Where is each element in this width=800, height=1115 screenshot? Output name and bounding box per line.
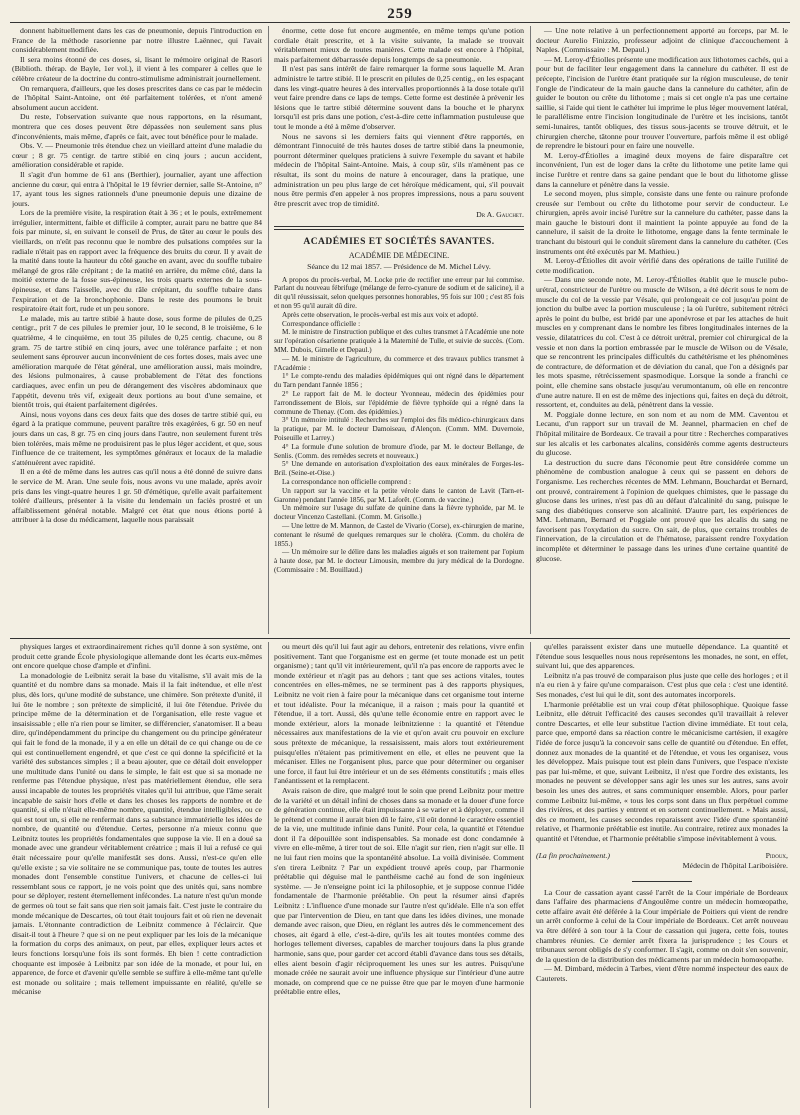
- academy-report: [274, 276, 524, 575]
- paragraph: donnent habituellement dans les cas de pneumonie, depuis l'introduction en France de la méthode rasorienne par notre illustre Laënnec, qui l'avait considérablement modifiée.: [12, 26, 262, 55]
- news-separator: [632, 881, 692, 882]
- paragraph: — M. Dimbard, médecin à Tarbes, vient d'être nommé inspecteur des eaux de Cauterets.: [536, 964, 788, 983]
- paragraph: M. Leroy-d'Étiolles a imaginé deux moyens de faire disparaître cet inconvénient, l'un est de loger dans la crête du lithotome une petite lame qui incise l'urètre et rentre dans sa gaine pendant que le bout du lithotome glisse dans la cannelure et pénètre dans la vessie.: [536, 150, 788, 189]
- upper-column-3-body: [536, 26, 788, 563]
- paragraph: La correspondance non officielle comprend :: [282, 477, 411, 486]
- lower-column-2-body: [274, 642, 524, 997]
- column-divider: [530, 26, 531, 634]
- paragraph: Le malade, mis au tartre stibié à haute dose, sous forme de pilules de 0,25 centigr., prit 7 de ces pilules le premier jour, 10 le second, 8 le troisième, 6 le quatrième, 4 le cinquième, en tout 35 pilules de 0,25 centig. chacune, ou 8 gram. 75 de tartre stibié en cinq jours, avec une tolérance parfaite ; et non seulement sans éprouver aucun inconvénient de ces fortes doses, mais avec une amélioration marquée de l'état général, une amélioration aussi, mais moindre, des lésions pulmonaires, à cause probablement de l'état des fonctions cardiaques, avec enfin un peu de dérangement des viscères abdominaux que l'appétit, devenu très vif, exigeait deux portions au bout d'une semaine, et bientôt trois, qui étaient parfaitement digérées.: [12, 313, 262, 410]
- section-double-rule: [274, 226, 524, 230]
- paragraph: Avais raison de dire, que malgré tout le soin que prend Leibnitz pour mettre de la variété et un détail infini de choses dans sa monade et la douer d'une force de génération continue, elle était impuissante à se varier et à déployer, comme il le prétend et comme il aurait bien dû le faire, s'il eût donné le caractère essentiel de la vie, une multitude infinie dans l'unité. Pour cela, la quantité et l'étendue dont il l'a dépouillée sont indispensables. Sa monade est donc condamnée à vivre en elle-même, à tirer tout de soi. Elle n'agit sur rien, rien n'agit sur elle. Il ne lui faut rien moins que la spontanéité absolue. La voilà divinisée. Comment s'en tirera Leibnitz ? Par un expédient trouvé après coup, par l'harmonie préétablie qui déguise mal le panthéisme caché au fond de son ingénieux système. — Je n'enseigne point ici la philosophie, et je suppose connue l'idée fondamentale de l'harmonie préétablie. On peut la résumer ainsi d'après Leibnitz : L'influence d'une monade sur l'autre n'est qu'idéale. Elle n'a son effet que par l'intervention de Dieu, en tant que dans les idées divines, une monade demande avec raison, que Dieu, en réglant les autres dès le commencement des choses, ait égard à elle, c'est-à-dire, qu'ils les ait toutes montées comme des horloges tellement diverses, capables de marcher toujours dans la plus grande harmonie, sans que, pour garder cet accord établi d'avance dans tous ses détails, elles aient besoin d'agir réciproquement les unes sur les autres. Puisqu'une monade créée ne saurait avoir une influence physique sur l'intérieur d'une autre monade, on comprend que ce ne puisse être que par le moyen d'une harmonie préétablie entre elles,: [274, 785, 524, 997]
- column-divider: [268, 642, 269, 1108]
- paragraph: Ainsi, nous voyons dans ces deux faits que des doses de tartre stibié qui, eu égard à la pratique commune, peuvent paraître très exagérées, 6 gr. 50 en neuf jours dans un cas, 8 gr. 75 en cinq jours dans l'autre, non seulement furent très bien tolérées, mais même ne produisirent pas le plus léger accident, et que, sous l'influence de ce traitement, les symptômes généraux et locaux de la maladie s'atténuèrent avec rapidité.: [12, 409, 262, 467]
- paragraph: — Une lettre de M. Mannon, de Castel de Vivario (Corse), ex-chirurgien de marine, contenant le résumé de quelques remarques sur le choléra. (Comm. du choléra de 1855.): [274, 521, 524, 548]
- lower-column-3-body: [536, 642, 788, 843]
- paragraph: On remarquera, d'ailleurs, que les doses prescrites dans ce cas par le médecin de l'hôpital Saint-Antoine, ont été parfaitement tolérées, et n'ont amené absolument aucun accident.: [12, 83, 262, 112]
- upper-column-1-body: [12, 26, 262, 525]
- paragraph: énorme, cette dose fut encore augmentée, en même temps qu'une potion cordiale était prescrite, et à la visite suivante, la malade se trouvait véritablement mieux de toutes manières. Cette malade est encore à l'hôpital, mais parfaitement débarrassée depuis longtemps de sa pneumonie.: [274, 26, 524, 64]
- upper-column-3: [536, 26, 788, 634]
- paragraph: physiques larges et extraordinairement riches qu'il donne à son système, ont produit cette grande École physiologique allemande dont les écarts eux-mêmes ont encore quelque chose d'ample et d'infini.: [12, 642, 262, 671]
- upper-column-2: [274, 26, 524, 634]
- lower-column-3: [536, 642, 788, 1108]
- lower-column-1: [12, 642, 262, 1108]
- paragraph: M. le ministre de l'instruction publique et des cultes transmet à l'Académie une note sur l'opération césarienne pratiquée à la Maternité de Tulle, et suivie de succès. (Com. MM. Dubois, Gimelle et Depaul.): [274, 328, 524, 355]
- to-be-continued-note: (La fin prochainement.): [536, 851, 610, 861]
- paragraph: Obs. V. — Pneumonie très étendue chez un vieillard atteint d'une maladie du cœur ; 8 gr. 75 centigr. de tartre stibié en cinq jours ; aucun accident, amélioration considérable et rapide.: [12, 141, 262, 170]
- paragraph: Il n'est pas sans intérêt de faire remarquer la forme sous laquelle M. Aran administre le tartre stibié. Il le prescrit en pilules de 0,25 centig., en les espaçant dans les vingt-quatre heures à des intervalles proportionnés à la dose totale qu'il veut faire prendre dans ce laps de temps. Cette forme est destinée à prévenir les lésions que le tartre stibié détermine souvent dans la bouche et le pharynx lorsqu'il est pris dans une potion, c'est-à-dire cette inflammation pustuleuse que tout le monde a été à même d'observer.: [274, 64, 524, 131]
- header-rule: [10, 22, 790, 23]
- paragraph: M. Leroy-d'Étiolles dit avoir vérifié dans des opérations de taille l'utilité de cette modification.: [536, 256, 788, 275]
- paragraph: La monadologie de Leibnitz serait la base du vitalisme, s'il avait mis de la quantité et du nombre dans sa monade. Mais il la fait inétendue, et elle n'est plus, dès lors, qu'une modité de substance, une chimère. Son prétexte d'unité, il lui ôte le nombre ; son prétexte de simplicité, il lui ôte l'étendue. Privée du principe même de la détermination et de l'organisation, elle reste vague et insaisissable ; elle n'a rien pour se limiter, se différencier, s'anatomiser. Il a beau dire, qu'indépendamment du principe du changement ou du principe générateur qui fait le fond de la monade, il y a en elle un détail de ce qui change ou de ce qui est continuellement engendré, et que c'est ce qui donne la spécificité et la variété des substances simples ; il a beau ajouter, que ce détail doit envelopper une multitude dans l'unité ou dans le simple, le fait est que si sa monade ne renferme pas l'étendue physique, n'est pas matériellement étendue, elle sera aussi incapable de toutes les propriétés vitales qu'il lui attribue, que l'âme serait incapable de saisir hors d'elle et dans les choses les rapports de nombre et de quantité, si elle n'était elle-même nombre, quantité, étendue intelligibles, ou ce qui est tout un, si elle ne renfermait dans sa substance immatérielle les idées de nombre, de quantité ou d'étendue. Certes, personne n'a mieux connu que Leibnitz toutes les propriétés fondamentales que suppose la vie. Il en a doué sa monade avec une grandeur véritablement créatrice ; mais il lui a refusé ce qui était nécessaire pour qu'elle manifestât ses dons. Aussi, n'est-ce qu'en elle qu'elle existe ; sa vie solitaire ne se communique pas, toute de toutes les autres monades dont l'ensemble constitue l'univers, et chacune de celles-ci lui ressemblant sous ce rapport, je ne vois point que des unités qui, sans nombre pour se déployer, restent éternellement infécondes. La nature n'est qu'un monde de germes où tout se fait sans que rien soit jamais fait. C'est juste le contraire du monde mécanique de Descartes, où tout était toujours fait et où rien ne devenait jamais. L'étonnante contradiction de Leibnitz commence à l'éclaircir. Que disait-il tout à l'heure ? que si on ne peut expliquer par les lois de la mécanique la formation du corps des animaux, on peut, par elles, expliquer leurs actes et leurs fonctions lorsqu'une fois ils sont formés. Eh bien ! cette contradiction choquante est imposée à Leibnitz par son idée de la monade, et pour lui, en apparence, de force et d'avenir qu'elle semble se suffire à elle-même tant qu'elle est monade ou solitaire ; mais tellement impuissante en réalité, qu'elle se mécanise: [12, 670, 262, 997]
- paragraph: Correspondance officielle :: [282, 319, 361, 328]
- paragraph: Il s'agit d'un homme de 61 ans (Berthier), journalier, ayant une affection ancienne du cœur, qui entra à l'hôpital le 19 février dernier, salle St-Antoine, n° 17, ayant tous les signes rationnels d'une pneumonie depuis une dizaine de jours.: [12, 169, 262, 208]
- paragraph: Leibnitz n'a pas trouvé de comparaison plus juste que celle des horloges ; et il n'a eu rien à y faire qu'une comparaison. C'est plus que cela : c'est une identité. Ses monades, c'est lui qui le dit, sont des automates incorporels.: [536, 670, 788, 699]
- feuilleton-signature-row: [536, 851, 788, 870]
- paragraph: L'harmonie préétablie est un vrai coup d'état philosophique. Quoique fasse Leibnitz, elle détruit l'efficacité des causes secondes qu'il travaillait à relever contre Descartes, et elle leur substitue l'action divine immédiate. Et tout cela, parce que, emporté dans sa réaction contre le mécanicisme cartésien, il exagère l'idée de force jusqu'à la concevoir sans celle de quantité ou d'étendue. En effet, donnez aux monades de la quantité et de l'étendue, et vous les organisez, vous les développez. Mais puisque tout est plein dans l'univers, que l'espace n'existe pas par lui-même, et que, suivant Leibnitz, il n'est que l'ordre des existants, les monades ne peuvent se développer sans agir les unes sur les autres, sans avoir besoin les unes des autres, et sans communiquer ensemble. Alors, pour parler comme Leibnitz lui-même, « tous les corps sont dans un flux perpétuel comme des rivières, et des parties y entrent et en sortent continuellement. » Mais aussi, dès ce moment, les causes secondes reparaissent avec l'idée d'une spontanéité relative, et l'harmonie préétablie est inutile. Au contraire, retirez aux monades la quantité et l'étendue, et l'harmonie préétablie s'impose inévitablement à vous.: [536, 699, 788, 843]
- lower-column-2: [274, 642, 524, 1108]
- paragraph: Un mémoire sur l'usage du sulfate de quinine dans la fièvre typhoïde, par M. le docteur Vincenzo Castellani. (Comm. M. Grisolle.): [274, 504, 524, 522]
- paragraph: La Cour de cassation ayant cassé l'arrêt de la Cour impériale de Bordeaux dans l'affaire des pharmaciens d'Angoulême contre un médecin homœopathe, cette affaire avait été déférée à la Cour impériale de Poitiers qui vient de rendre un arrêt conforme à celui de la Cour impériale de Bordeaux. Cet arrêt nouveau va être déféré à son tour à la Cour de cassation qui jugera, cette fois, toutes chambres réunies. Ce dernier arrêt fixera la jurisprudence ; les Cours et tribunaux seront obligés de s'y conformer. Il s'agit, comme on doit s'en souvenir, de la question de la distribution des médicaments par un médecin homœopathe.: [536, 887, 788, 964]
- upper-column-1: [12, 26, 262, 634]
- paragraph: 4° La formule d'une solution de bromure d'iode, par M. le docteur Bellange, de Senlis. (Comm. des remèdes secrets et nouveaux.): [274, 442, 524, 460]
- paragraph: qu'elles paraissent exister dans une mutuelle dépendance. La quantité et l'étendue sous lesquelles nous nous représentons les monades, ne sont, en effet, suivant lui, que des apparences.: [536, 642, 788, 671]
- column-divider: [530, 642, 531, 1108]
- feuilleton-rule: [10, 638, 790, 639]
- paragraph: 3° Un mémoire intitulé : Recherches sur l'emploi des fils médico-chirurgicaux dans la pratique, par M. le docteur Damoiseau, d'Alençon. (Comm. MM. Duvernoie, Poiseuille et Larrey.): [274, 416, 524, 442]
- paragraph: — M. le ministre de l'agriculture, du commerce et des travaux publics transmet à l'Académie :: [274, 354, 524, 372]
- paragraph: 2° Le rapport fait de M. le docteur Yvonneau, médecin des épidémies pour l'arrondissement de Blois, sur l'épidémie de fièvre typhoïde qui a régné dans la commune de Thenay. (Com. des épidémies.): [274, 390, 524, 416]
- paragraph: A propos du procès-verbal, M. Locke prie de rectifier une erreur par lui commise. Parlant du nouveau fébrifuge (mélange de ferro-cyanure de sodium et de salicine), il a dit qu'il réussissait, selon quelques personnes honorables, 95 fois sur 100 ; c'est 85 fois et non 95 qu'il aurait dû dire.: [274, 275, 524, 311]
- author-signature: Dr A. Gauchet.: [476, 210, 524, 220]
- paragraph: — M. Leroy-d'Étiolles présente une modification aux lithotomes cachés, qui a pour but de faciliter leur engagement dans la cannelure du cathéter. Il est de précepte, l'incision de l'urètre étant pratiquée sur la région musculeuse, de tenir l'ongle de l'indicateur de la main gauche dans la cannelure du cathéter, afin de guider le bouton ou crête du lithotome ; mais si cet ongle n'a pas une certaine saillie, si l'aide qui tient le cathéter lui imprime le plus léger mouvement latéral, le parallélisme entre l'incision longitudinale de l'urètre et les incisions, tantôt semi-lunaires, tantôt obliques, des tissus sous-jacents se trouve détruit, et le chirurgien cherche, tâtonne pour trouver l'ouverture, parfois même il est obligé de reprendre le bistouri pour en faire une nouvelle.: [536, 54, 788, 151]
- paragraph: — Une note relative à un perfectionnement apporté au forceps, par M. le docteur Aurelio Finizzio, professeur adjoint de clinique d'accouchement à Naples. (Commissaire : M. Depaul.): [536, 26, 788, 55]
- paragraph: 5° Une demande en autorisation d'exploitation des eaux minérales de Forges-les-Bril. (Seine-et-Oise.): [274, 460, 524, 478]
- paragraph: — Dans une seconde note, M. Leroy-d'Étiolles établit que le muscle pubo-urétral, constricteur de l'urètre ou muscle de Wilson, a été décrit sous le nom de muscle du col de la vessie par Vésale, qui prolongeait ce col jusqu'au point de jonction du bulbe avec la portion musculeuse ; la où l'urètre, subitement rétréci après le point du bulbe, est bridé par une aponévrose et par les attaches de huit muscles en y comprenant dans le nombre les fibres longitudinales internes de la vessie, dilatatrices du col. C'est à ce détroit urétral, premier col chirurgical de la vessie et non dans la portion embrassée par le muscle de Wilson ou de Vésale, que se rencontrent les principales difficultés du cathétérisme et les phénomènes de contracture, de déformation et de déviation du canal, que l'on a désignés par les mots spasme, rétrécissement spasmodique. Lorsque la sonde a franchi ce point, elle chemine sans obstacle jusqu'au verumontanum, où elle en rencontre d'une autre nature. Il en est de même des injections qui, faites en deçà du détroit, ressortent, et, conduites au delà, pénètrent dans la vessie.: [536, 275, 788, 410]
- signature-title: Médecin de l'hôpital Lariboisière.: [682, 861, 788, 871]
- paragraph: — Un mémoire sur le délire dans les maladies aiguës et son traitement par l'opium à haute dose, par M. le docteur Limousin, membre du jury médical de la Dordogne. (Commissaire : M. Bouillaud.): [274, 548, 524, 574]
- feuilleton-signature: [683, 851, 788, 870]
- paragraph: ou meurt dès qu'il lui faut agir au dehors, entretenir des relations, vivre enfin positivement. Tant que l'organisme est en germe (et toute monade est un petit organisme) ; tant qu'il vit intérieurement, qu'il n'a pas encore de rapports avec le monde extérieur et n'agit pas au dehors ; tant que ses actions vitales, toutes concentrées en elles-mêmes, ne se terminent pas à des rapports physiques, Leibnitz ne voit rien à faire pour la mécanique dans cet organisme tout interne et tout idéaliste. Pour la mécanique, il a raison ; mais pour la quantité et l'étendue, il a tort. Aussi, dès qu'une telle économie entre en rapport avec le monde extérieur, alors la monade leibnitzienne : la quantité et l'étendue nécessaires aux manifestations de la vie et qu'on avait cru pouvoir en exclure sous prétexte de mécanique, la ressaisissent, mais alors tout extérieurement puisqu'elles n'étaient pas primitivement en elle, et elles ne peuvent que la mécaniser. Elles ne l'organisent plus, parce que pour déterminer ou organiser une force, il faut lui être intérieur et un de ses éléments constitutifs ; mais elles l'anéantissent et la remplacent.: [274, 642, 524, 786]
- section-title: ACADÉMIES ET SOCIÉTÉS SAVANTES.: [303, 236, 495, 247]
- paragraph: Du reste, l'observation suivante que nous rapportons, en la résumant, montrera que ces doses peuvent être dépassées non seulement sans plus d'inconvénients, mais même, d'après ce fait, avec tout bénéfice pour le malade.: [12, 112, 262, 141]
- news-items: [536, 888, 788, 984]
- paragraph: Lors de la première visite, la respiration était à 36 ; et le pouls, extrêmement irrégulier, intermittent, faible et difficile à compter, aurait paru ne battre que 84 fois par minute, si, en suivant le conseil de Prus, de tâter au cœur le pouls des vieillards, on n'eût pas reconnu que le nombre des pulsations comptées sur la radiale n'était pas en rapport avec la fréquence des bruits du cœur. Il y avait de la matité dans toute la hauteur du côté gauche en avant, avec du souffle tubaire mélangé de gros râle crépitant ; de la matité en arrière, du même côté, dans la moitié externe de la fosse sus-épineuse, les trois quarts externes de la sous-épineuse, et dans l'aisselle, avec du râle crépitant, du souffle tubaire dans l'expiration et de la bronchophonie. Dans le reste des poumons le bruit respiratoire était fort, rude et un peu sonore.: [12, 208, 262, 314]
- upper-column-2-body: [274, 26, 524, 208]
- paragraph: Il sera moins étonné de ces doses, si, lisant le mémoire original de Rasori (Biblioth. thérap. de Bayle, 1er vol.), il vient à les comparer à celles que le célèbre créateur de la doctrine du contro-stimulisme administrait journellement.: [12, 54, 262, 83]
- section-seance: Séance du 12 mai 1857. — Présidence de M. Michel Lévy.: [307, 262, 491, 272]
- paragraph: La destruction du sucre dans l'économie peut être considérée comme un phénomène de combustion analogue à ceux qui se passent en dehors de l'organisme. Les recherches récentes de MM. Lehmann, Bouchardat et Bernard, ont prouvé, contrairement à l'opinion de quelques chimistes, que le passage du glucose dans les urines, n'est pas dû au défaut d'alcalinité du sang, puisque le sang des diabétiques conserve son alcalinité. D'autre part, les expériences de MM. Lehmann, Bernard et Poggiale ont prouvé que les alcalis du sang ne favorisent pas l'oxydation du sucre. On sait, de plus, que certains troubles de l'innervation, de la circulation et de l'hématose, paraissent rendre l'oxydation incomplète et déterminer le passage dans les urines d'une certaine quantité de glucose.: [536, 457, 788, 563]
- paragraph: Il en a été de même dans les autres cas qu'il nous a été donné de suivre dans le service de M. Aran. Une seule fois, nous avons vu une malade, après avoir pris dans les vingt-quatre heures 1 gr. 50 d'émétique, qu'elle avait parfaitement toléré d'ailleurs, présenter à la visite du lendemain un faciès prostré et un affaiblissement général notable. Malgré cet état que nous étions porté à attribuer à la dose du médicament, laquelle nous paraissait: [12, 467, 262, 525]
- signature-name: Pidoux,: [765, 851, 788, 861]
- paragraph: M. Poggiale donne lecture, en son nom et au nom de MM. Caventou et Lecanu, d'un rapport sur un travail de M. Jeannel, pharmacien en chef de l'hôpital militaire de Bordeaux. Ce travail a pour titre : Recherches comparatives sur les alcalis et les carbonates alcalins, considérés comme agents destructeurs du glucose.: [536, 409, 788, 458]
- paragraph: 1° Le compte-rendu des maladies épidémiques qui ont régné dans le département du Tarn pendant l'année 1856 ;: [274, 372, 524, 390]
- paragraph: Un rapport sur la vaccine et la petite vérole dans le canton de Lavit (Tarn-et-Garonne) pendant l'année 1856, par M. Laforêt. (Comm. de vaccine.): [274, 486, 524, 504]
- paragraph: Le second moyen, plus simple, consiste dans une fente ou rainure profonde creusée sur l'embout ou crête du lithotome pour servir de conducteur. Le chirurgien, après avoir incisé l'urètre sur la cannelure du cathéter, passe dans la main gauche le bistouri dont il maintient la pointe appuyée au fond de la cannelure, il saisit de la droite le lithotome, engage dans la fente terminale le tranchant du bistouri qui le conduit sûrement dans la cannelure du cathéter. (Ces instruments ont été exécutés par M. Mathieu.): [536, 189, 788, 256]
- paragraph: Après cette observation, le procès-verbal est mis aux voix et adopté.: [282, 310, 478, 319]
- column-divider: [268, 26, 269, 634]
- section-subtitle: ACADÉMIE DE MÉDECINE.: [348, 251, 450, 261]
- paragraph: Nous ne savons si les derniers faits qui viennent d'être rapportés, en démontrant l'innocuité de très hautes doses de tartre stibié dans la pneumonie, pourront déterminer quelques praticiens à suivre l'exemple du savant et habile médecin de l'hôpital Saint-Antoine. Mais, à coup sûr, s'ils n'amènent pas ce résultat, ils sont du moins de nature à encourager, dans la pratique, une administration un peu plus large de cet héroïque médicament, qui, s'il pouvait nous être permis d'en appeler à nos propres impressions, nous a paru souvent être prescrit avec trop de timidité.: [274, 131, 524, 208]
- page-number: 259: [387, 6, 413, 22]
- lower-column-1-body: [12, 642, 262, 997]
